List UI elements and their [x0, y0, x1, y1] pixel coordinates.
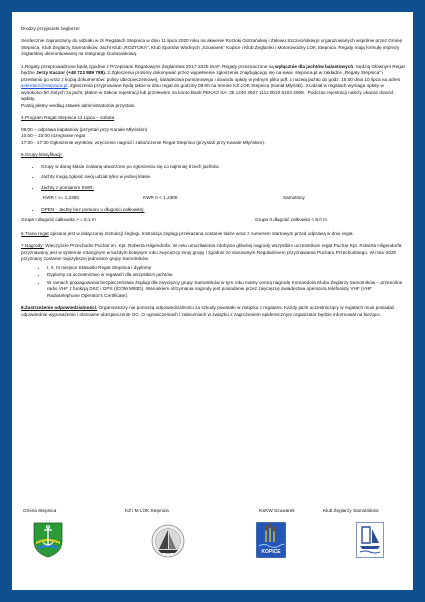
groups-item-kwr: • Jachty z pomiarem KWR:: [41, 185, 405, 191]
prizes-title: 7.Nagrody:: [21, 243, 44, 249]
logo-label-lok: KŻ i M LOK Stepnica: [125, 508, 169, 513]
lok-stepnica-logo-icon: [151, 524, 185, 558]
document-body: [21, 26, 405, 324]
kwr-classes: [21, 195, 405, 201]
groups-list: [21, 164, 405, 191]
logo-label-gmina: Gmina Stepnica: [23, 508, 57, 513]
section-liability: [21, 305, 405, 318]
entries-text-cont: . Zgłoszenia przyjmowane będą także w dniu regat do godziny 09:00 na terenie KŻ LOK Stepnica (Kanał Młyński). 3.Udział w regatach wymaga opłaty w wysokości 50 złotych za jacht, płatne w trakcie rejestracji lub przelewem na konto Bank PEKAO SA: 36 1240 3927 1111 0010 5103 2068 . Podczas rejestracji należy okazać dowód wpłaty.: [21, 83, 394, 102]
groups-list-open: [21, 207, 405, 213]
open-group-2: Grupa II długość całkowita < 8,0 m: [255, 217, 328, 223]
partner-logos: [21, 508, 405, 555]
groups-title: 5.Grupy klasyfikacji:: [21, 152, 63, 158]
section-program: [21, 115, 405, 146]
kopice-logo-text: KOPICE: [261, 549, 281, 555]
rules-text-a: 1.Regaty przeprowadzone będą zgodnie z Przepisami Regatowymi Żeglarstwa 2017-2020 ISAF. Regaty przeznaczone są: [21, 63, 276, 69]
document-page: [12, 12, 413, 590]
section-groups: [21, 152, 405, 223]
greeting: Drodzy przyjaciele żeglarze!: [21, 26, 80, 31]
gmina-stepnica-crest-icon: [33, 522, 63, 558]
prizes-list: [21, 265, 405, 299]
mooring-note: Postój płatny według stawek administratorów przystani.: [21, 102, 136, 108]
rules-bold-ballast: wyłącznie dla jachtów balastowych: [275, 63, 354, 69]
kwr-class-2: KWR II < 1,2300: [143, 195, 178, 201]
groups-item-1: • Grupy w danej klasie zostaną utworzone po zgłoszeniu się co najmniej trzech jachtów.: [41, 164, 405, 170]
logo-label-kzs: Klub Żeglarzy Samotników: [323, 508, 379, 513]
logo-label-kskw: KSKW Szuwarek: [259, 508, 295, 513]
section-route: [21, 231, 405, 237]
route-text: opisana jest w dołączonej instrukcji żeglugi. Instrukcja żeglugi przekazana zostanie także wraz z numerem startowym przed odprawą w dniu regat.: [48, 230, 354, 236]
kwr-class-3: Samotnicy: [283, 195, 305, 201]
groups-item-2: • Jachty mogą zgłosić swój udział tylko w jednej klasie: [41, 174, 405, 180]
prize-item-1: • I, II, III miejsce Statuetki Regat Stepnica i dyplomy: [47, 265, 405, 271]
open-group-1: Grupa I długość całkowita > = 8,1 m: [21, 217, 96, 223]
prize-item-3: • W ramach propagowania bezpieczeństwa żeglugi dla zwycięzcy grupy Samotników w tym roku mamy cenną nagrodę Komandora Klubu Żeglarzy Samotników – przenośne radio VHF z funkcją DSC i GPS (ICOM M93D). Warunkiem otrzymania nagrody jest posiadanie przez zwycięzcę świadectwa operatora telefonisty VHF (VHF Radiotelephone Operator's Certificate).: [47, 280, 405, 299]
kzs-logo-icon: [356, 522, 384, 558]
rules-text-b: . Sędzią Głównym Regat będzie: [21, 63, 405, 76]
entries-text: 2.Zgłoszenia prosimy dokonywać przez wypełnienie zgłoszenia znajdującego się na www. stepnica.pl w zakładce „Regaty Stepnica” i przesłaniu go wraz z kopią dokumentów: polisy ubezpieczeniowej, świadectwa pomiarowego i dowodu opłaty w jednym pliku pdf. z nazwą jachtu do godz. 15.00 dnia 10 lipca na adres: [21, 70, 401, 82]
prize-item-2: • Dyplomy za uczestnictwo w regatach dla wszystkich jachtów.: [47, 272, 405, 278]
program-title: 4.Program Regat Stepnica 11 Lipca – sobota: [21, 115, 115, 121]
liability-title: 8.Zastrzeżenie odpowiedzialności.: [21, 305, 98, 311]
intro-paragraph: Serdecznie zapraszamy do udziału w IX Regatach Stepnica w dniu 11 lipca 2020 roku na akwenie Roztoki Odrzańskiej i Zalewu Szczecińskiego organizowanych wspólnie przez Gminę Stepnica, Klub Żeglarzy Samotników, Jacht Klub „ROZTOKA”, Klub Sportów Wodnych „Szuwarek” Kopice i Klub Żeglarski i Motorowodny LOK Stepnica. Regaty mają formułę imprezy żeglarskiej ukierunkowanej na integrację środowiskową.: [21, 38, 403, 57]
rules-bold-judge: Jerzy Kaczor (+48 723 889 788).: [36, 70, 107, 76]
email-link[interactable]: sekretarz@stepnica.pl: [21, 83, 68, 89]
open-groups: [21, 217, 405, 223]
program-line-1: 09:00 – odprawa kapitanów (przystań przy Kanale Młyńskim): [21, 126, 148, 132]
prizes-text: Wieczyście Przechodni Puchar im. Kpt. Roberta Hilgendorfa. W celu umożliwienia zdobycia głównej nagrody wszystkim uczestnikom regat Puchar Kpt. Roberta Hilgendorfa przyznawany jest w systemie rotacyjnym w każdym kolejnym roku zwycięzcy innej grupy i zgodnie ze stosownym Regulaminem przyznawania Pucharu Przechodniego. W roku 2020 przyznany zostanie najszybszej jednostce grupy Samotników.: [21, 243, 402, 262]
groups-item-open: • OPEN - Jachty bez pomiaru o długości całkowitej:: [41, 207, 405, 213]
section-prizes: [21, 243, 405, 299]
route-title: 6.Trasa regat: [21, 230, 49, 236]
liability-text: Organizatorzy nie ponoszą odpowiedzialności za szkody powstałe w związku z regatami. Każdy jacht uczestniczący w regatach musi posiadać odpowiednie wyposażenie i stosowne ubezpieczenie OC. O ograniczeniach i zaleceniach w związku z zagrożeniem epidemicznym organizator będzie informował na bieżąco.: [21, 305, 395, 317]
section-rules: [21, 64, 405, 109]
program-line-2: 10:00 – 15:00 rozegranie regat: [21, 133, 86, 139]
kwr-class-1: KWR I >= 1,2300: [43, 195, 79, 201]
program-line-3: 17:00 - 17:30 Ogłoszenie wyników, wręczenie nagród i zakończenie Regat Stepnica (przystań przy Kanale Młyńskim).: [21, 139, 266, 145]
kskw-szuwarek-logo-icon: [256, 522, 286, 558]
